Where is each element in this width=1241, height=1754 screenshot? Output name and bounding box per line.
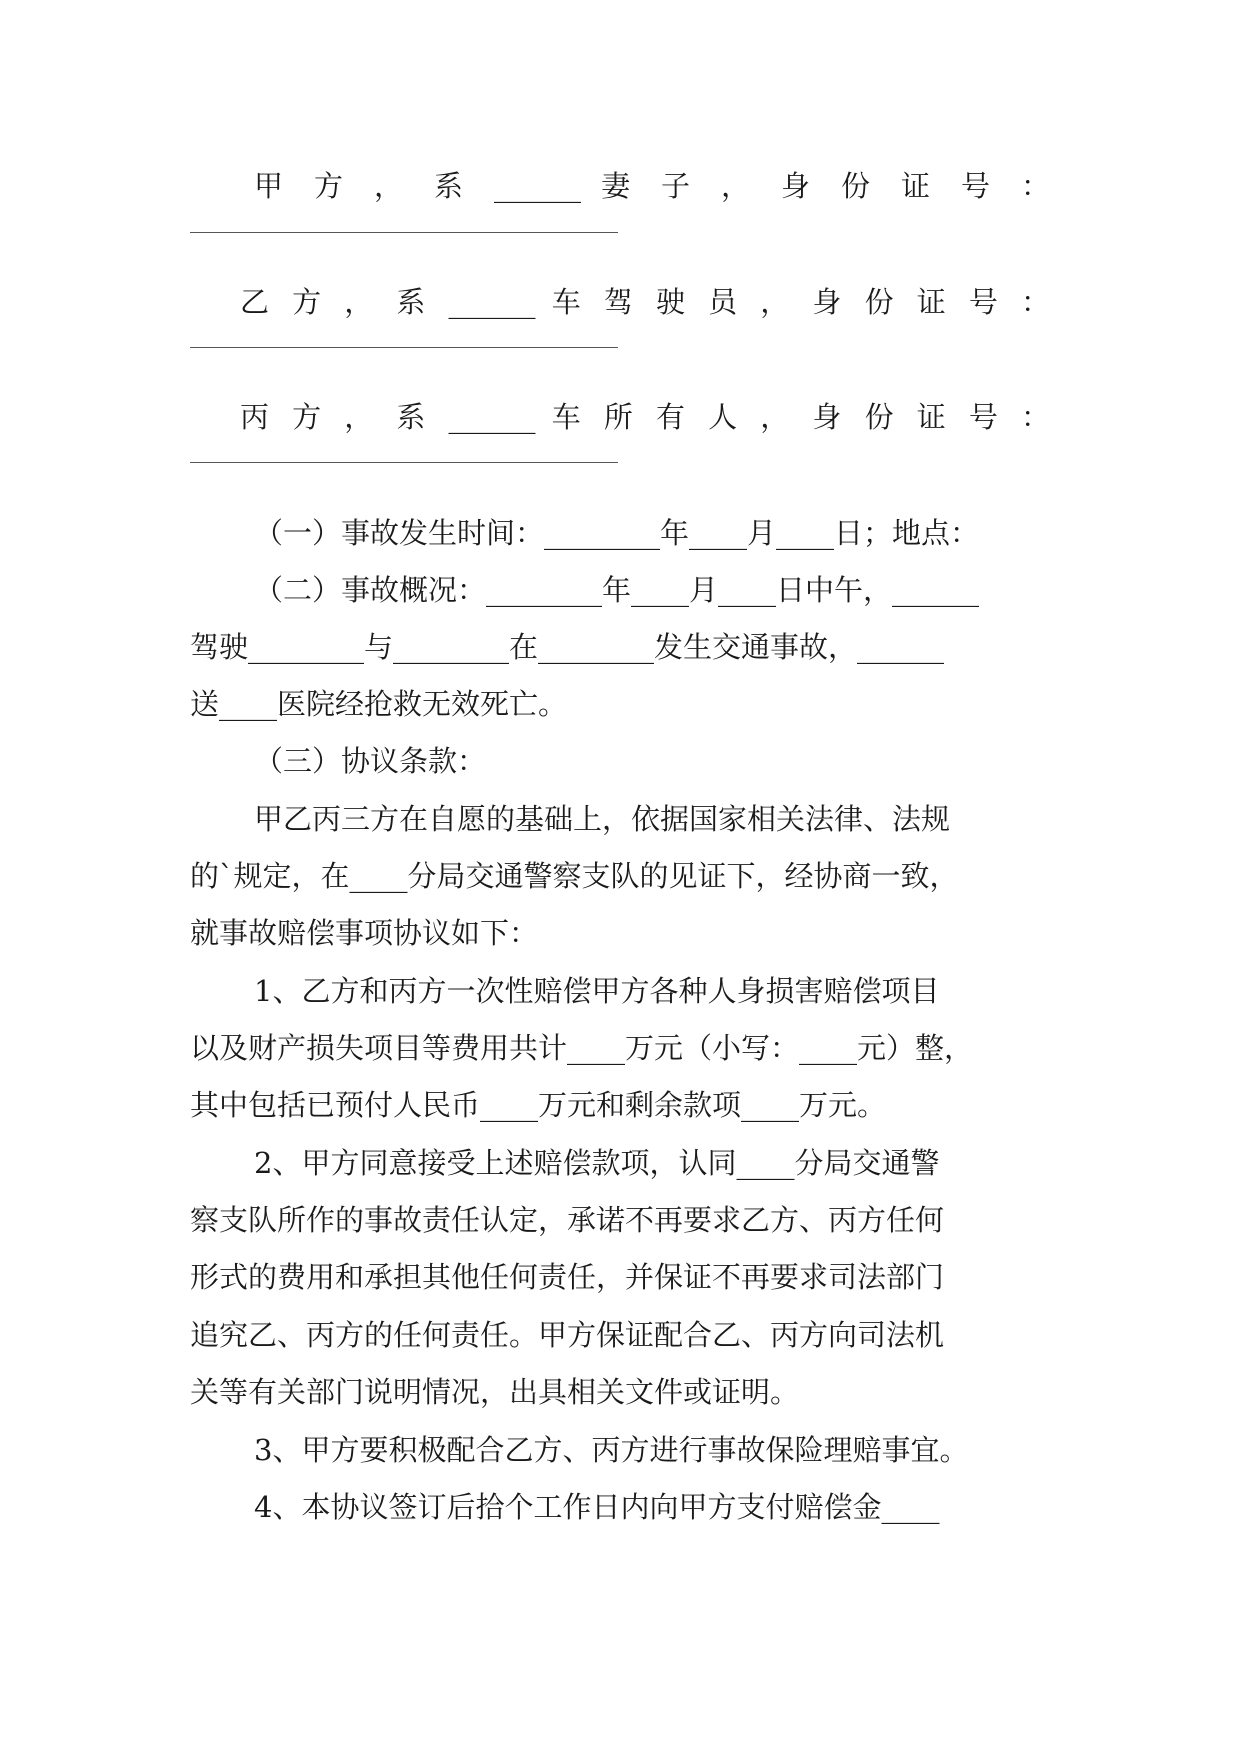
terms-heading: （三）协议条款：: [254, 744, 487, 778]
accident-time-line: （一）事故发生时间：________年____月____日；地点：: [254, 516, 980, 550]
party-a-id-blank: [190, 232, 618, 233]
terms-intro-line1: 甲乙丙三方在自愿的基础上，依据国家相关法律、法规: [254, 802, 951, 836]
item2-line4: 追究乙、丙方的任何责任。甲方保证配合乙、丙方向司法机: [190, 1318, 945, 1352]
item3-line: 3、甲方要积极配合乙方、丙方进行事故保险理赔事宜。: [254, 1433, 969, 1467]
item1-line2: 以及财产损失项目等费用共计____万元（小写：____元）整，: [190, 1031, 974, 1065]
party-b-line: 乙 方 ， 系 ______ 车 驾 驶 员 ， 身 份 证 号 ：: [240, 285, 1050, 319]
party-c-id-blank: [190, 462, 618, 463]
item1-line3: 其中包括已预付人民币____万元和剩余款项____万元。: [190, 1088, 887, 1122]
party-c-line: 丙 方 ， 系 ______ 车 所 有 人 ， 身 份 证 号 ：: [240, 400, 1050, 434]
terms-intro-line2: 的`规定，在____分局交通警察支队的见证下，经协商一致，: [190, 859, 959, 893]
terms-intro-line3: 就事故赔偿事项协议如下：: [190, 916, 539, 950]
item4-line: 4、本协议签订后拾个工作日内向甲方支付赔偿金____: [254, 1490, 940, 1524]
accident-overview-line1: （二）事故概况：________年____月____日中午，______: [254, 573, 980, 607]
item2-line1: 2、甲方同意接受上述赔偿款项，认同____分局交通警: [254, 1146, 940, 1180]
accident-overview-line2: 驾驶________与________在________发生交通事故，______: [190, 630, 945, 664]
item2-line2: 察支队所作的事故责任认定，承诺不再要求乙方、丙方任何: [190, 1203, 945, 1237]
accident-overview-line3: 送____医院经抢救无效死亡。: [190, 687, 568, 721]
item1-line1: 1、乙方和丙方一次性赔偿甲方各种人身损害赔偿项目: [254, 974, 940, 1008]
item2-line5: 关等有关部门说明情况，出具相关文件或证明。: [190, 1375, 800, 1409]
party-a-line: 甲 方 ， 系 ______ 妻 子 ， 身 份 证 号 ：: [254, 169, 1050, 203]
item2-line3: 形式的费用和承担其他任何责任，并保证不再要求司法部门: [190, 1260, 945, 1294]
party-b-id-blank: [190, 347, 618, 348]
